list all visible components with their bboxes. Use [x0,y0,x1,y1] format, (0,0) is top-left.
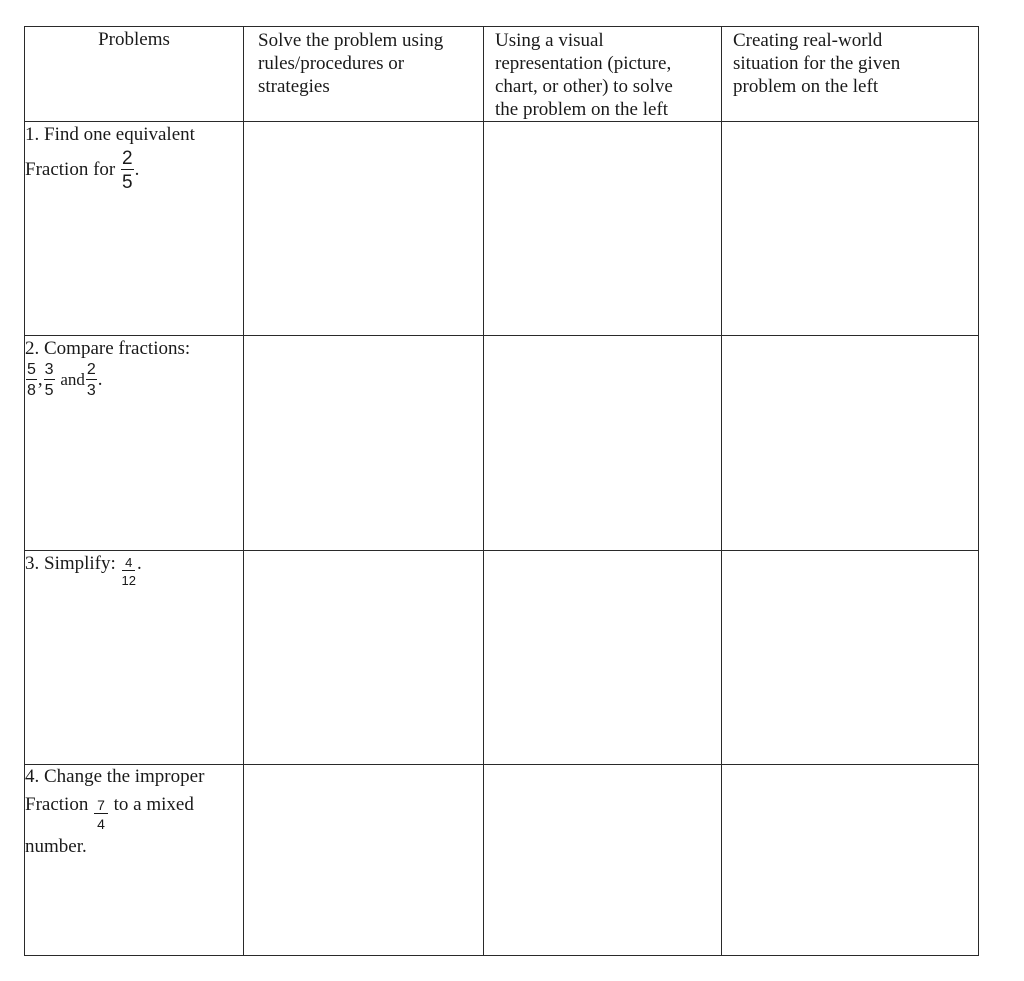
header-col3-line: Using a visual [495,30,604,51]
header-problems [25,27,244,122]
problem-4-line1: 4. Change the improper [25,766,205,787]
problem-2-cell [25,336,244,551]
header-col2-line: strategies [258,76,330,97]
header-col4-line: situation for the given [733,53,901,74]
problem-1-real-world-cell[interactable] [722,122,979,336]
problem-1-period: . [134,158,140,180]
fraction-denominator: 8 [27,382,36,399]
fraction-denominator: 12 [121,573,137,588]
header-row [25,27,979,122]
fraction-numerator: 7 [94,798,108,814]
fraction-separator: , [37,368,43,390]
problem-4-suffix: to a mixed [113,794,194,815]
problem-row-2 [25,336,979,551]
header-visual-representation [484,27,722,122]
header-col3-line: chart, or other) to solve [495,76,673,97]
header-real-world-situation [722,27,979,122]
header-col3-line: representation (picture, [495,53,672,74]
and-word: and [60,369,85,389]
header-solve-with-rules [244,27,484,122]
problem-3-visual-cell[interactable] [484,551,722,765]
header-problems-label: Problems [98,29,170,50]
fraction-denominator: 3 [86,382,96,399]
problem-row-4 [25,765,979,956]
problem-1-visual-cell[interactable] [484,122,722,336]
problem-4-real-world-cell[interactable] [722,765,979,956]
problem-row-3 [25,551,979,765]
problem-1-prefix: Fraction for [25,158,116,180]
problem-1-line2 [25,149,243,192]
problem-1-line1: 1. Find one equivalent [25,124,195,145]
problem-1-solve-cell[interactable] [244,122,484,336]
header-col2-line: rules/procedures or [258,53,405,74]
problem-3-cell [25,551,244,765]
problem-3-period: . [137,553,142,574]
fraction-numerator: 2 [121,148,133,169]
problem-4-line3: number. [25,836,87,857]
problem-3-prefix: 3. Simplify: [25,553,116,574]
fraction-3-5 [44,362,55,399]
problem-row-1 [25,122,979,336]
fraction-denominator: 4 [97,816,105,832]
header-col4-line: Creating real-world [733,30,883,51]
problem-2-line1: 2. Compare fractions: [25,338,191,359]
fraction-numerator: 5 [27,361,36,378]
problem-4-prefix: Fraction [25,794,89,815]
problem-2-real-world-cell[interactable] [722,336,979,551]
problem-4-line2 [25,793,243,831]
fraction-7-4 [94,798,108,831]
problem-2-visual-cell[interactable] [484,336,722,551]
problem-2-fractions [25,362,243,399]
problem-4-visual-cell[interactable] [484,765,722,956]
problem-4-cell [25,765,244,956]
fraction-5-8 [26,362,37,399]
header-col2-line: Solve the problem using [258,30,444,51]
problem-1-cell [25,122,244,336]
problem-3-line1 [25,552,243,587]
fraction-denominator: 5 [44,382,54,399]
problem-4-solve-cell[interactable] [244,765,484,956]
fraction-4-12 [122,556,136,587]
problem-3-solve-cell[interactable] [244,551,484,765]
worksheet-table [24,26,979,956]
fraction-numerator: 4 [122,556,135,571]
fraction-2-3 [86,362,97,399]
problem-2-period: . [97,368,103,390]
fraction-denominator: 5 [121,172,133,193]
header-col4-line: problem on the left [733,76,879,97]
fraction-numerator: 3 [44,361,54,378]
header-col3-line: the problem on the left [495,99,669,120]
problem-3-real-world-cell[interactable] [722,551,979,765]
problem-2-solve-cell[interactable] [244,336,484,551]
fraction-2-5 [121,149,134,192]
fraction-numerator: 2 [86,361,96,378]
